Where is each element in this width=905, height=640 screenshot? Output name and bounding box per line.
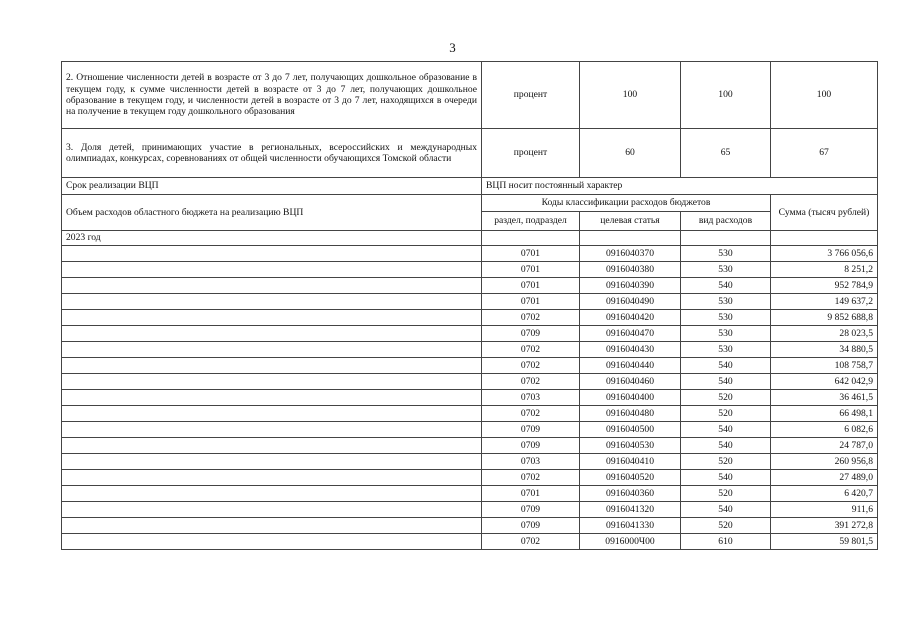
table-row <box>62 374 878 390</box>
row-target: 0916040490 <box>580 294 681 310</box>
budget-header-row <box>62 195 878 212</box>
row-section: 0703 <box>482 390 580 406</box>
row-section: 0709 <box>482 518 580 534</box>
row-target: 0916040410 <box>580 454 681 470</box>
indicator-row <box>62 62 878 129</box>
row-blank <box>62 374 482 390</box>
page-number: 3 <box>449 40 456 55</box>
row-blank <box>62 342 482 358</box>
row-blank <box>62 454 482 470</box>
sum-header: Сумма (тысяч рублей) <box>771 195 878 231</box>
indicator-unit: процент <box>482 62 580 129</box>
row-sum: 24 787,0 <box>771 438 878 454</box>
row-section: 0709 <box>482 438 580 454</box>
row-target: 0916040460 <box>580 374 681 390</box>
row-type: 540 <box>681 374 771 390</box>
table-row <box>62 518 878 534</box>
row-blank <box>62 262 482 278</box>
table-row <box>62 438 878 454</box>
row-section: 0702 <box>482 310 580 326</box>
row-blank <box>62 486 482 502</box>
row-type: 520 <box>681 406 771 422</box>
row-target: 0916040360 <box>580 486 681 502</box>
row-blank <box>62 326 482 342</box>
table-row <box>62 422 878 438</box>
row-section: 0701 <box>482 246 580 262</box>
row-sum: 8 251,2 <box>771 262 878 278</box>
row-blank <box>62 502 482 518</box>
row-target: 0916041320 <box>580 502 681 518</box>
row-section: 0701 <box>482 278 580 294</box>
table-row <box>62 486 878 502</box>
type-header: вид расходов <box>681 212 771 231</box>
indicator-text: 2. Отношение численности детей в возрасте от 3 до 7 лет, получающих дошкольное образование в текущем году, к сумме численности детей в возрасте от 3 до 7 лет, получающих дошкольное образование в текущем году, и численности детей в возрасте от 3 до 7 лет, находящихся в очереди на получение в текущем году дошкольного образования <box>62 62 482 129</box>
table-row <box>62 262 878 278</box>
row-type: 520 <box>681 486 771 502</box>
table-row <box>62 278 878 294</box>
indicator-text: 3. Доля детей, принимающих участие в региональных, всероссийских и международных олимпиадах, конкурсах, соревнованиях от общей численности обучающихся Томской области <box>62 129 482 178</box>
row-target: 0916041330 <box>580 518 681 534</box>
row-type: 540 <box>681 470 771 486</box>
row-sum: 36 461,5 <box>771 390 878 406</box>
table-row <box>62 310 878 326</box>
row-type: 530 <box>681 326 771 342</box>
row-sum: 6 082,6 <box>771 422 878 438</box>
table-row <box>62 358 878 374</box>
row-target: 0916040480 <box>580 406 681 422</box>
table-row <box>62 326 878 342</box>
row-section: 0702 <box>482 406 580 422</box>
row-type: 530 <box>681 310 771 326</box>
row-sum: 59 801,5 <box>771 534 878 550</box>
row-sum: 6 420,7 <box>771 486 878 502</box>
row-type: 520 <box>681 390 771 406</box>
row-sum: 391 272,8 <box>771 518 878 534</box>
row-target: 0916040520 <box>580 470 681 486</box>
row-target: 0916040400 <box>580 390 681 406</box>
row-section: 0701 <box>482 262 580 278</box>
row-target: 0916040470 <box>580 326 681 342</box>
row-type: 540 <box>681 278 771 294</box>
row-sum: 108 758,7 <box>771 358 878 374</box>
year-row <box>62 231 878 246</box>
term-value: ВЦП носит постоянный характер <box>482 178 878 195</box>
row-section: 0702 <box>482 374 580 390</box>
row-type: 610 <box>681 534 771 550</box>
row-target: 0916040440 <box>580 358 681 374</box>
row-section: 0702 <box>482 470 580 486</box>
row-section: 0701 <box>482 486 580 502</box>
indicator-value: 65 <box>681 129 771 178</box>
row-blank <box>62 310 482 326</box>
row-target: 0916040370 <box>580 246 681 262</box>
table-row <box>62 294 878 310</box>
table-row <box>62 470 878 486</box>
indicator-value: 60 <box>580 129 681 178</box>
row-sum: 149 637,2 <box>771 294 878 310</box>
year-label: 2023 год <box>62 231 482 246</box>
row-section: 0702 <box>482 534 580 550</box>
table-row <box>62 406 878 422</box>
row-type: 530 <box>681 246 771 262</box>
row-section: 0702 <box>482 358 580 374</box>
row-target: 0916000Ч00 <box>580 534 681 550</box>
row-type: 530 <box>681 342 771 358</box>
program-passport-table <box>61 61 878 550</box>
row-target: 0916040390 <box>580 278 681 294</box>
row-blank <box>62 518 482 534</box>
indicator-unit: процент <box>482 129 580 178</box>
indicator-value: 67 <box>771 129 878 178</box>
table-row <box>62 246 878 262</box>
row-section: 0702 <box>482 342 580 358</box>
row-section: 0701 <box>482 294 580 310</box>
table-row <box>62 342 878 358</box>
row-target: 0916040430 <box>580 342 681 358</box>
section-header: раздел, подраздел <box>482 212 580 231</box>
row-type: 530 <box>681 294 771 310</box>
table-row <box>62 390 878 406</box>
row-blank <box>62 294 482 310</box>
row-sum: 642 042,9 <box>771 374 878 390</box>
row-sum: 66 498,1 <box>771 406 878 422</box>
row-sum: 3 766 056,6 <box>771 246 878 262</box>
row-blank <box>62 534 482 550</box>
row-blank <box>62 246 482 262</box>
row-sum: 34 880,5 <box>771 342 878 358</box>
row-type: 540 <box>681 358 771 374</box>
row-target: 0916040380 <box>580 262 681 278</box>
row-blank <box>62 470 482 486</box>
row-sum: 27 489,0 <box>771 470 878 486</box>
row-section: 0703 <box>482 454 580 470</box>
row-sum: 952 784,9 <box>771 278 878 294</box>
row-sum: 28 023,5 <box>771 326 878 342</box>
table-row <box>62 534 878 550</box>
row-type: 540 <box>681 438 771 454</box>
codes-header: Коды классификации расходов бюджетов <box>482 195 771 212</box>
table-row <box>62 454 878 470</box>
row-sum: 911,6 <box>771 502 878 518</box>
indicator-value: 100 <box>681 62 771 129</box>
indicator-value: 100 <box>580 62 681 129</box>
budget-label: Объем расходов областного бюджета на реализацию ВЦП <box>62 195 482 231</box>
row-type: 520 <box>681 518 771 534</box>
indicator-value: 100 <box>771 62 878 129</box>
target-header: целевая статья <box>580 212 681 231</box>
row-sum: 9 852 688,8 <box>771 310 878 326</box>
row-type: 530 <box>681 262 771 278</box>
indicator-row <box>62 129 878 178</box>
row-sum: 260 956,8 <box>771 454 878 470</box>
term-row <box>62 178 878 195</box>
row-blank <box>62 358 482 374</box>
table-row <box>62 502 878 518</box>
row-type: 540 <box>681 502 771 518</box>
row-target: 0916040500 <box>580 422 681 438</box>
row-blank <box>62 422 482 438</box>
row-blank <box>62 406 482 422</box>
row-section: 0709 <box>482 502 580 518</box>
row-blank <box>62 278 482 294</box>
row-section: 0709 <box>482 326 580 342</box>
row-type: 520 <box>681 454 771 470</box>
row-type: 540 <box>681 422 771 438</box>
row-blank <box>62 390 482 406</box>
row-blank <box>62 438 482 454</box>
row-target: 0916040420 <box>580 310 681 326</box>
term-label: Срок реализации ВЦП <box>62 178 482 195</box>
row-target: 0916040530 <box>580 438 681 454</box>
row-section: 0709 <box>482 422 580 438</box>
